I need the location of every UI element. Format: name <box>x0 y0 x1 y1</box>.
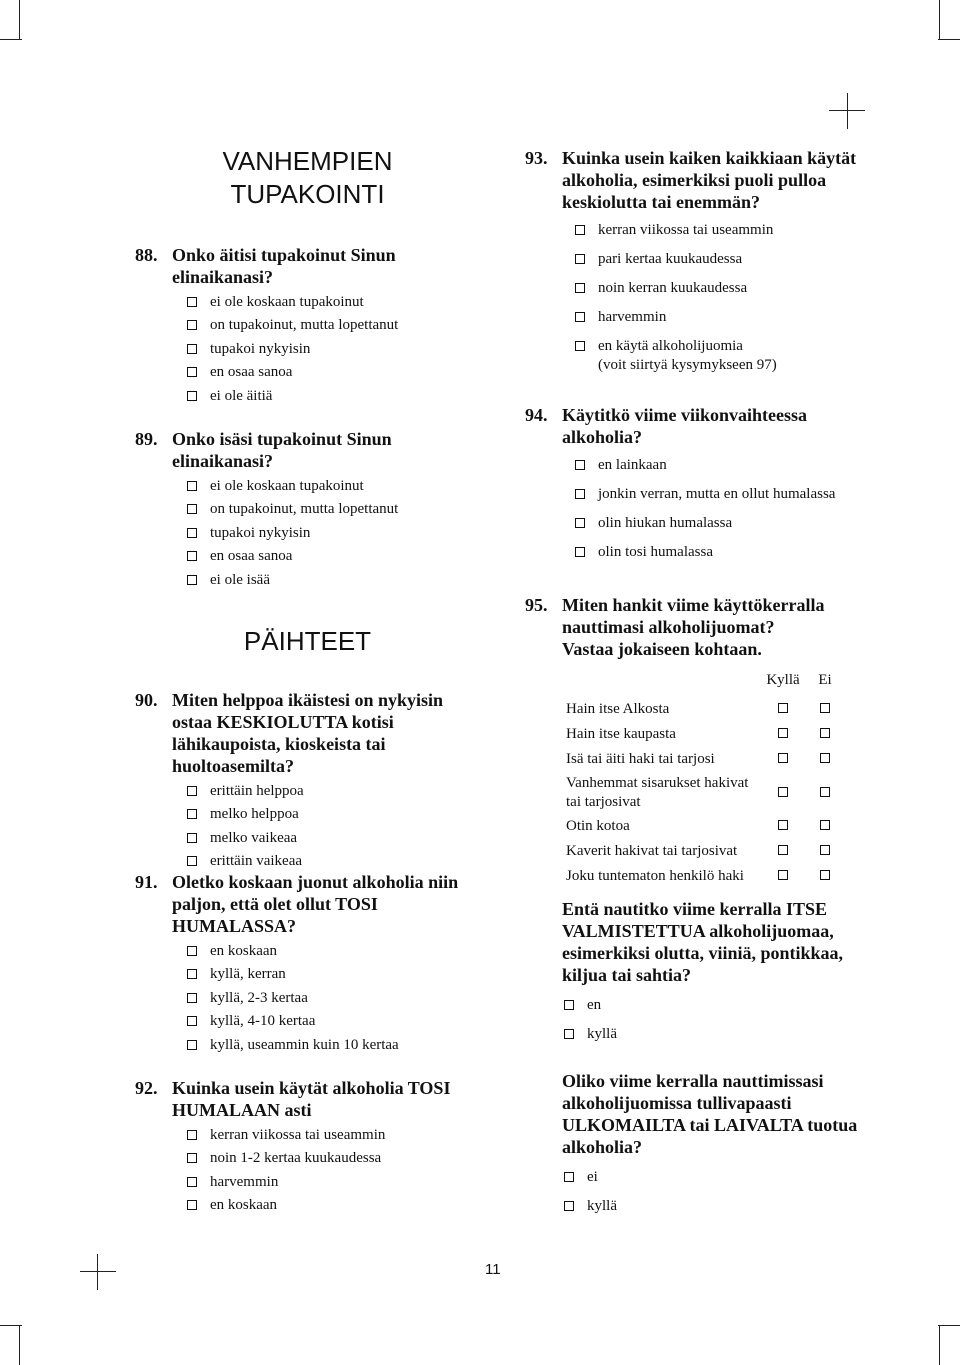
question-91 <box>135 871 480 1055</box>
option-label: en osaa sanoa <box>210 364 293 380</box>
answer-option[interactable] <box>185 1196 480 1215</box>
option-label: en <box>587 997 602 1013</box>
section-title-smoking: VANHEMPIEN TUPAKOINTI <box>222 146 393 209</box>
option-label: en koskaan <box>210 942 278 959</box>
row-label: Isä tai äiti haki tai tarjosi <box>566 751 715 767</box>
answer-option[interactable] <box>185 477 480 496</box>
source-table <box>566 672 846 889</box>
answer-option[interactable] <box>185 524 480 543</box>
checkbox[interactable] <box>187 1130 197 1140</box>
question-text: Miten helppoa ikäistesi on nykyisin ostaa KESKIOLUTTA kotisi lähikaupoista, kioskeista tai huoltoasemilta? <box>172 690 444 776</box>
followup-homemade <box>562 898 870 1044</box>
followup-duty-free <box>562 1070 870 1216</box>
crop-mark <box>19 1325 20 1365</box>
checkbox[interactable] <box>564 1000 574 1010</box>
checkbox-no[interactable] <box>820 728 830 738</box>
checkbox[interactable] <box>187 946 197 956</box>
row-label: Vanhemmat sisarukset hakivat tai tarjosivat <box>566 775 749 810</box>
option-label: kyllä, useammin kuin 10 kertaa <box>210 1036 399 1053</box>
question-94 <box>525 404 870 562</box>
question-text: Miten hankit viime käyttökerralla nauttimasi alkoholijuomat? <box>562 595 825 637</box>
row-label: Kaverit hakivat tai tarjosivat <box>566 843 738 859</box>
crop-mark <box>938 39 960 40</box>
option-label: kyllä, 4-10 kertaa <box>210 1013 316 1029</box>
answer-option[interactable] <box>185 293 480 312</box>
checkbox-no[interactable] <box>820 787 830 797</box>
option-label: olin tosi humalassa <box>598 544 713 560</box>
checkbox[interactable] <box>187 786 197 796</box>
option-label: kyllä <box>587 1026 617 1042</box>
answer-option[interactable] <box>185 1012 480 1031</box>
option-label: tupakoi nykyisin <box>210 340 311 357</box>
checkbox[interactable] <box>187 551 197 561</box>
checkbox[interactable] <box>575 547 585 557</box>
answer-option[interactable] <box>185 316 480 335</box>
answer-option[interactable] <box>562 996 870 1015</box>
answer-option[interactable] <box>185 387 480 406</box>
option-label: olin hiukan humalassa <box>598 515 733 531</box>
answer-option[interactable] <box>573 279 870 298</box>
checkbox-yes[interactable] <box>778 820 788 830</box>
checkbox[interactable] <box>187 391 197 401</box>
option-label: ei ole koskaan tupakoinut <box>210 293 364 310</box>
crop-mark <box>0 39 22 40</box>
option-label: ei ole koskaan tupakoinut <box>210 477 364 494</box>
row-label: Joku tuntematon henkilö haki <box>566 868 744 884</box>
table-row <box>566 839 846 864</box>
checkbox[interactable] <box>575 341 585 351</box>
option-note: (voit siirtyä kysymykseen 97) <box>598 357 777 373</box>
table-row <box>566 772 846 814</box>
checkbox[interactable] <box>575 489 585 499</box>
checkbox[interactable] <box>187 809 197 819</box>
option-label: noin 1-2 kertaa kuukaudessa <box>210 1150 382 1166</box>
answer-option[interactable] <box>573 543 870 562</box>
checkbox[interactable] <box>575 312 585 322</box>
answer-option[interactable] <box>185 1149 480 1168</box>
question-text: Onko isäsi tupakoinut Sinun elinaikanasi? <box>172 429 392 471</box>
option-label: harvemmin <box>598 309 667 325</box>
row-label: Hain itse kaupasta <box>566 726 676 742</box>
checkbox[interactable] <box>187 320 197 330</box>
question-number: 91. <box>135 872 158 892</box>
answer-option[interactable] <box>562 1197 870 1216</box>
table-row <box>566 814 846 839</box>
answer-option[interactable] <box>573 485 870 504</box>
answer-option[interactable] <box>562 1168 870 1187</box>
answer-option[interactable] <box>185 1173 480 1192</box>
checkbox-yes[interactable] <box>778 845 788 855</box>
table-row <box>566 697 846 722</box>
checkbox[interactable] <box>187 833 197 843</box>
table-row <box>566 864 846 889</box>
option-label: en osaa sanoa <box>210 548 293 564</box>
option-label: pari kertaa kuukaudessa <box>598 251 743 267</box>
question-number: 95. <box>525 595 548 615</box>
checkbox[interactable] <box>187 481 197 491</box>
question-number: 88. <box>135 245 158 265</box>
row-label: Otin kotoa <box>566 818 630 834</box>
answer-option[interactable] <box>185 989 480 1008</box>
page-number: 11 <box>485 1261 501 1278</box>
checkbox-no[interactable] <box>820 820 830 830</box>
question-95 <box>525 594 870 660</box>
question-text: Oletko koskaan juonut alkoholia niin paljon, että olet ollut TOSI HUMALASSA? <box>172 872 459 936</box>
answer-option[interactable] <box>562 1025 870 1044</box>
option-label: noin kerran kuukaudessa <box>598 280 748 296</box>
option-label: kyllä, 2-3 kertaa <box>210 989 308 1006</box>
question-90 <box>135 689 480 871</box>
checkbox-no[interactable] <box>820 753 830 763</box>
checkbox[interactable] <box>187 1040 197 1050</box>
checkbox[interactable] <box>575 460 585 470</box>
option-label: kyllä, kerran <box>210 966 286 982</box>
registration-mark <box>829 110 865 111</box>
column-header-no: Ei <box>818 672 832 688</box>
answer-option[interactable] <box>573 456 870 475</box>
option-label: ei ole äitiä <box>210 387 273 404</box>
column-header-yes: Kyllä <box>766 672 800 688</box>
answer-option[interactable] <box>185 805 480 824</box>
checkbox[interactable] <box>564 1029 574 1039</box>
option-label: melko helppoa <box>210 806 299 822</box>
checkbox[interactable] <box>564 1172 574 1182</box>
checkbox[interactable] <box>187 367 197 377</box>
answer-option[interactable] <box>573 250 870 269</box>
checkbox-yes[interactable] <box>778 753 788 763</box>
checkbox[interactable] <box>187 504 197 514</box>
question-93 <box>525 147 870 375</box>
option-label: kerran viikossa tai useammin <box>598 222 774 238</box>
answer-option[interactable] <box>573 221 870 240</box>
answer-option[interactable] <box>185 500 480 519</box>
question-88 <box>135 244 480 406</box>
checkbox-no[interactable] <box>820 870 830 880</box>
checkbox-yes[interactable] <box>778 787 788 797</box>
answer-option[interactable] <box>185 829 480 848</box>
question-number: 93. <box>525 148 548 168</box>
answer-option[interactable] <box>185 852 480 871</box>
answer-option[interactable] <box>185 340 480 359</box>
answer-option[interactable] <box>573 337 870 375</box>
answer-option[interactable] <box>185 1126 480 1145</box>
table-row <box>566 722 846 747</box>
option-label: ei ole isää <box>210 571 270 588</box>
option-label: en koskaan <box>210 1197 278 1213</box>
option-label: ei <box>587 1169 598 1185</box>
checkbox[interactable] <box>187 528 197 538</box>
checkbox[interactable] <box>575 283 585 293</box>
crop-mark <box>0 1325 22 1326</box>
checkbox[interactable] <box>575 254 585 264</box>
answer-option[interactable] <box>185 547 480 566</box>
question-number: 94. <box>525 405 548 425</box>
checkbox[interactable] <box>187 297 197 307</box>
crop-mark <box>19 0 20 40</box>
answer-option[interactable] <box>573 514 870 533</box>
checkbox-yes[interactable] <box>778 728 788 738</box>
question-text: Kuinka usein käytät alkoholia TOSI HUMALAAN asti <box>172 1078 451 1120</box>
checkbox[interactable] <box>575 518 585 528</box>
checkbox[interactable] <box>187 575 197 585</box>
checkbox[interactable] <box>564 1201 574 1211</box>
option-label: on tupakoinut, mutta lopettanut <box>210 501 399 517</box>
followup-text: Oliko viime kerralla nauttimissasi alkoholijuomissa tullivapaasti ULKOMAILTA tai LAIVALTA tuotua alkoholia? <box>562 1071 858 1157</box>
crop-mark <box>939 0 940 40</box>
followup-text: Entä nautitko viime kerralla ITSE VALMISTETTUA alkoholijuomaa, esimerkiksi olutta, viiniä, pontikkaa, kiljua tai sahtia? <box>562 899 844 985</box>
answer-option[interactable] <box>185 942 480 961</box>
question-text: Kuinka usein kaiken kaikkiaan käytät alkoholia, esimerkiksi puoli pulloa keskiolutta tai enemmän? <box>562 148 857 212</box>
registration-mark <box>80 1271 116 1272</box>
section-title-substances: PÄIHTEET <box>243 626 372 656</box>
checkbox[interactable] <box>187 1177 197 1187</box>
registration-mark <box>97 1254 98 1290</box>
option-label: harvemmin <box>210 1173 279 1190</box>
option-label: on tupakoinut, mutta lopettanut <box>210 317 399 333</box>
checkbox-yes[interactable] <box>778 703 788 713</box>
option-label: erittäin vaikeaa <box>210 853 303 869</box>
option-label: en lainkaan <box>598 457 667 473</box>
checkbox[interactable] <box>187 344 197 354</box>
answer-option[interactable] <box>185 363 480 382</box>
checkbox-no[interactable] <box>820 845 830 855</box>
answer-option[interactable] <box>185 1036 480 1055</box>
row-label: Hain itse Alkosta <box>566 701 670 717</box>
question-text: Käytitkö viime viikonvaihteessa alkoholia? <box>562 405 808 447</box>
checkbox[interactable] <box>187 969 197 979</box>
question-instruction: Vastaa jokaiseen kohtaan. <box>562 639 762 659</box>
answer-option[interactable] <box>185 571 480 590</box>
crop-mark <box>938 1325 960 1326</box>
checkbox-no[interactable] <box>820 703 830 713</box>
question-number: 92. <box>135 1078 158 1098</box>
answer-option[interactable] <box>573 308 870 327</box>
option-label: kyllä <box>587 1198 617 1214</box>
question-number: 89. <box>135 429 158 449</box>
crop-mark <box>939 1325 940 1365</box>
answer-option[interactable] <box>185 965 480 984</box>
registration-mark <box>847 93 848 129</box>
checkbox[interactable] <box>575 225 585 235</box>
answer-option[interactable] <box>185 782 480 801</box>
option-label: en käytä alkoholijuomia <box>598 338 743 354</box>
option-label: melko vaikeaa <box>210 829 298 846</box>
option-label: erittäin helppoa <box>210 782 304 799</box>
question-92 <box>135 1077 480 1215</box>
checkbox-yes[interactable] <box>778 870 788 880</box>
table-row <box>566 747 846 772</box>
option-label: tupakoi nykyisin <box>210 524 311 541</box>
checkbox[interactable] <box>187 1016 197 1026</box>
question-89 <box>135 428 480 590</box>
checkbox[interactable] <box>187 856 197 866</box>
checkbox[interactable] <box>187 1153 197 1163</box>
checkbox[interactable] <box>187 993 197 1003</box>
checkbox[interactable] <box>187 1200 197 1210</box>
option-label: kerran viikossa tai useammin <box>210 1126 386 1143</box>
question-number: 90. <box>135 690 158 710</box>
option-label: jonkin verran, mutta en ollut humalassa <box>598 486 836 502</box>
question-text: Onko äitisi tupakoinut Sinun elinaikanasi? <box>172 245 396 287</box>
